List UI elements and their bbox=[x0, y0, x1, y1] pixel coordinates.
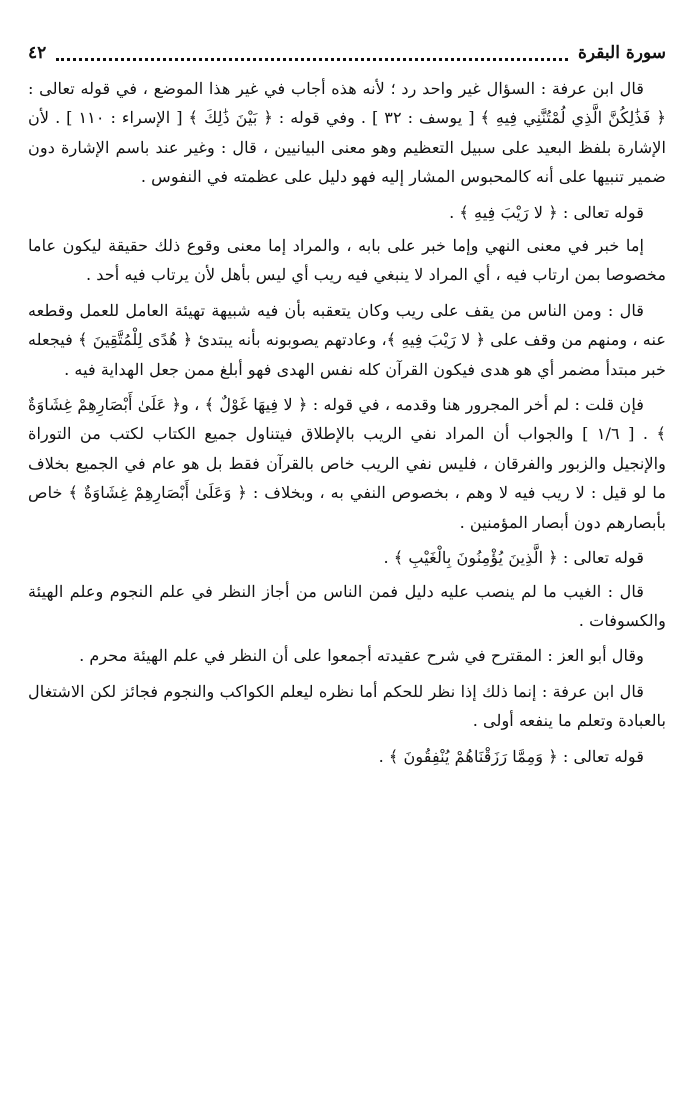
verse-heading-yunfiqun: قوله تعالى : ﴿ وَمِمَّا رَزَقْنَاهُمْ يُنْفِقُونَ ﴾ . bbox=[378, 746, 644, 766]
paragraph-abu-al-izz: وقال أبو العز : المقترح في شرح عقيدته أجمعوا على أن النظر في علم الهيئة محرم . bbox=[79, 646, 644, 666]
paragraph-ghayb: قال : الغيب ما لم ينصب عليه دليل فمن الناس من أجاز النظر في علم النجوم وعلم الهيئة والكسوفات . bbox=[28, 581, 666, 630]
page-number: ٤٢ bbox=[28, 43, 47, 63]
paragraph-ibn-arafa-answer: قال ابن عرفة : إنما ذلك إذا نظر للحكم أما نظره ليعلم الكواكب والنجوم فجائز لكن الاشتغال بالعبادة وتعلم ما ينفعه أولى . bbox=[28, 681, 666, 731]
dotted-leader bbox=[56, 46, 568, 61]
running-header bbox=[28, 40, 666, 66]
book-page bbox=[28, 40, 666, 775]
paragraph-ibn-arafa-question: قال ابن عرفة : السؤال غير واحد رد ؛ لأنه هذه أجاب في غير هذا الموضع ، في قوله تعالى : ﴿ فَذَٰلِكُنَّ الَّذِي لُمْتُنَّنِي فِيهِ ﴾ [ يوسف : ٣٢ ] . وفي قوله : ﴿ بَيْنَ ذَٰلِكَ ﴾ [ الإسراء : ١١٠ ] . لأن الإشارة بلفظ البعيد على سبيل التعظيم وهو معنى البيانيين ، قال : وغير عند باسم الإشارة دون ضمير تنبيها على أنه كالمحبوس المشار إليه فهو دليل على عظمته في النفوس . bbox=[28, 79, 666, 187]
paragraph-fa-in-qulta: فإن قلت : لم أخر المجرور هنا وقدمه ، في قوله : ﴿ لا فِيهَا غَوْلٌ ﴾ ، و﴿ عَلَىٰ أَبْصَارِهِمْ غِشَاوَةٌ ﴾ . [ ١/٦ ] والجواب أن المراد نفي الريب بالإطلاق فيتناول جميع الكتاب لكتب من التوراة والإنجيل والزبور والفرقان ، فليس نفي الريب خاص بالقرآن فقط بل هو عام في الجميع بخلاف ما لو قيل : لا ريب فيه لا وهم ، بخصوص النفي به ، وبخلاف : ﴿ وَعَلَىٰ أَبْصَارِهِمْ غِشَاوَةٌ ﴾ خاص بأبصارهم دون أبصار المؤمنين . bbox=[28, 395, 666, 532]
surah-title: سورة البقرة bbox=[578, 43, 666, 63]
page-body bbox=[28, 74, 666, 771]
paragraph-khabar: إما خبر في معنى النهي وإما خبر على بابه ، والمراد إما معنى وقوع ذلك حقيقة ليكون عاما مخصوصا بمن ارتاب فيه ، أي المراد لا ينبغي فيه ريب أي ليس بأهل لأن يرتاب فيه أحد . bbox=[28, 236, 666, 285]
verse-heading-la-rayb: قوله تعالى : ﴿ لا رَيْبَ فِيهِ ﴾ . bbox=[449, 202, 644, 222]
verse-heading-yuminuna: قوله تعالى : ﴿ الَّذِينَ يُؤْمِنُونَ بِالْغَيْبِ ﴾ . bbox=[383, 548, 644, 568]
paragraph-waqf: قال : ومن الناس من يقف على ريب وكان يتعقبه بأن فيه شبيهة تهيئة العامل للعمل وقطعه عنه ، ومنهم من وقف على ﴿ لا رَيْبَ فِيهِ ﴾، وعادتهم يصوبونه بأنه يبتدئ ﴿ هُدًى لِلْمُتَّقِينَ ﴾ فيجعله خبر مبتدأ مضمر أي هو هدى فيكون القرآن كله نفس الهدى فهو أبلغ ممن جعل الهداية فيه . bbox=[28, 300, 666, 379]
